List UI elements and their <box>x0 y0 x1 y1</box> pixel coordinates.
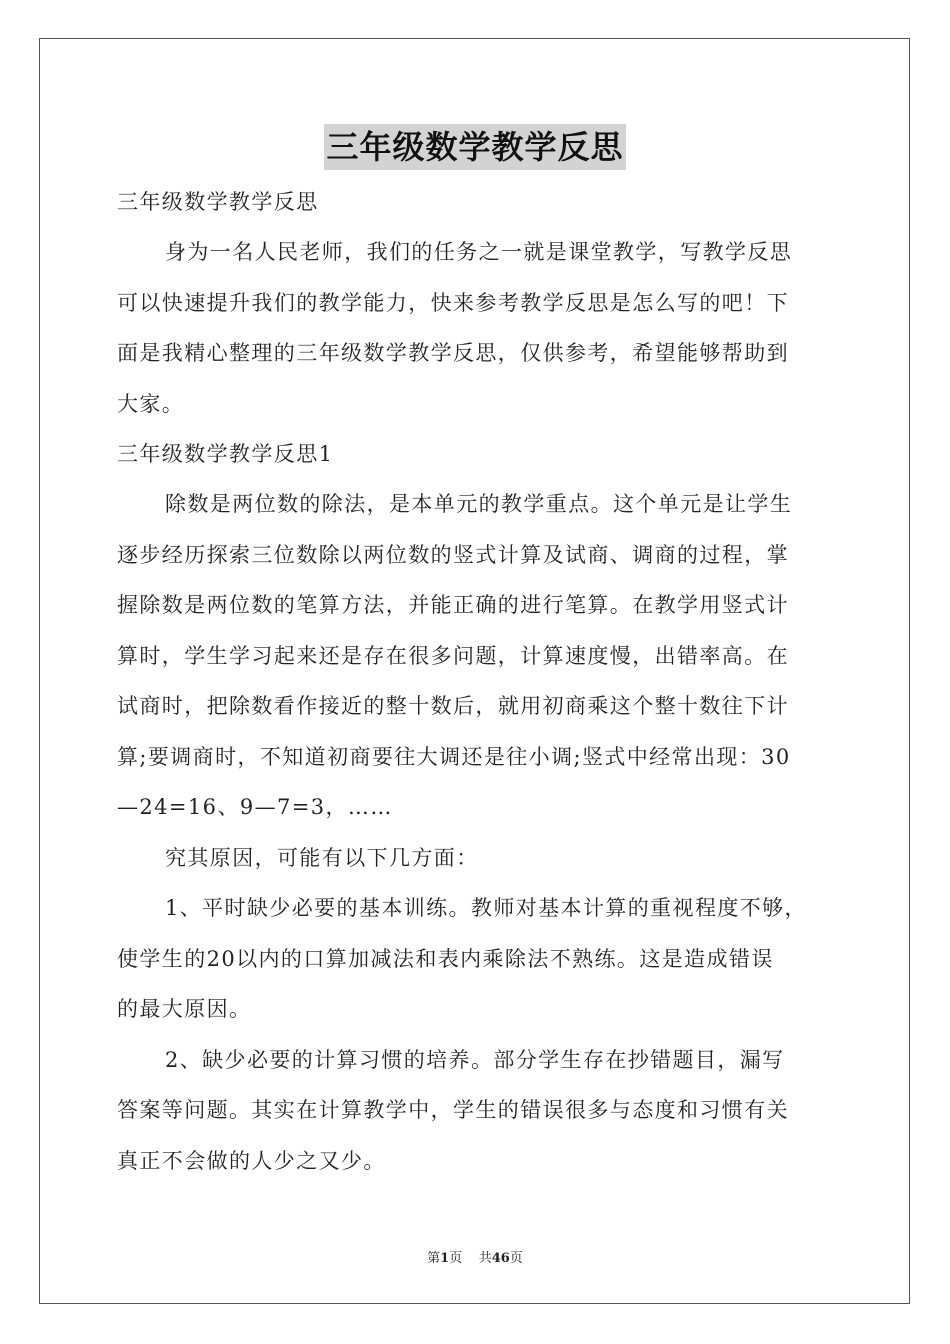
intro-line: 可以快速提升我们的教学能力，快来参考教学反思是怎么写的吧！下 <box>117 290 789 315</box>
total-prefix: 共 <box>478 1251 492 1266</box>
intro-line: 身为一名人民老师，我们的任务之一就是课堂教学，写教学反思 <box>165 240 793 264</box>
title-wrap <box>0 124 950 170</box>
page-suffix: 页 <box>449 1251 463 1266</box>
document-subtitle: 三年级数学教学反思 <box>117 190 319 214</box>
total-pages: 46 <box>491 1251 510 1266</box>
paragraph-line: 握除数是两位数的笔算方法，并能正确的进行笔算。在教学用竖式计 <box>117 593 789 617</box>
paragraph-line: 除数是两位数的除法，是本单元的教学重点。这个单元是让学生 <box>165 492 793 516</box>
paragraph-line: 的最大原因。 <box>117 997 252 1021</box>
page-footer <box>0 1247 950 1266</box>
paragraph-line: 算;要调商时，不知道初商要往大调还是往小调;竖式中经常出现：30 <box>117 744 791 769</box>
intro-paragraph <box>117 227 833 429</box>
paragraph-3 <box>117 883 833 1035</box>
paragraph-line: 究其原因，可能有以下几方面： <box>165 845 479 870</box>
intro-line: 大家。 <box>117 391 185 416</box>
page-number: 1 <box>440 1251 450 1266</box>
paragraph-line: 1、平时缺少必要的基本训练。教师对基本计算的重视程度不够， <box>165 896 807 920</box>
paragraph-line: 试商时，把除数看作接近的整十数后，就用初商乘这个整十数往下计 <box>117 694 789 718</box>
paragraph-line: 算时，学生学习起来还是存在很多问题，计算速度慢，出错率高。在 <box>117 643 789 668</box>
paragraph-2 <box>117 833 833 884</box>
paragraph-line: 真正不会做的人少之又少。 <box>117 1148 386 1173</box>
page-prefix: 第 <box>427 1251 441 1266</box>
paragraph-line: 答案等问题。其实在计算教学中，学生的错误很多与态度和习惯有关 <box>117 1098 789 1122</box>
paragraph-line: 逐步经历探索三位数除以两位数的竖式计算及试商、调商的过程，掌 <box>117 542 789 567</box>
intro-line: 面是我精心整理的三年级数学教学反思，仅供参考，希望能够帮助到 <box>117 341 789 365</box>
paragraph-line: 使学生的20以内的口算加减法和表内乘除法不熟练。这是造成错误 <box>117 946 774 971</box>
document-title: 三年级数学教学反思 <box>324 124 625 170</box>
document-body <box>117 180 833 1186</box>
paragraph-4 <box>117 1035 833 1187</box>
section-heading: 三年级数学教学反思1 <box>117 442 334 466</box>
paragraph-line: —24=16、9—7=3，…… <box>117 795 393 819</box>
paragraph-1 <box>117 479 833 833</box>
total-suffix: 页 <box>509 1251 523 1266</box>
paragraph-line: 2、缺少必要的计算习惯的培养。部分学生存在抄错题目，漏写 <box>165 1047 785 1072</box>
